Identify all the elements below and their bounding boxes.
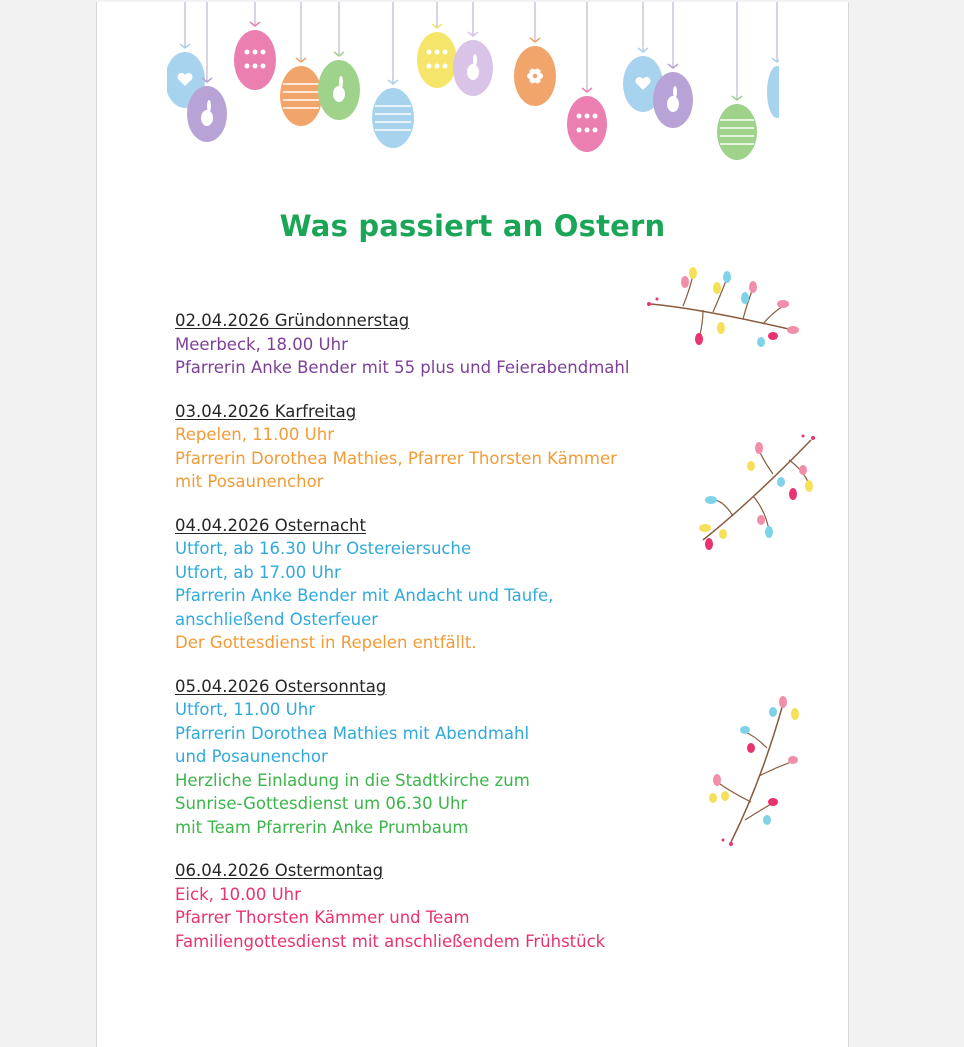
event-detail-line: anschließend Osterfeuer bbox=[175, 609, 379, 629]
document-page bbox=[96, 2, 849, 1047]
event-block bbox=[175, 400, 735, 494]
event-detail-line: mit Team Pfarrerin Anke Prumbaum bbox=[175, 817, 469, 837]
event-list bbox=[175, 309, 735, 973]
event-detail-line: Pfarrer Thorsten Kämmer und Team bbox=[175, 908, 470, 927]
event-detail-line: mit Posaunenchor bbox=[175, 472, 324, 491]
page-title: Was passiert an Ostern bbox=[279, 209, 666, 244]
event-detail-line: Utfort, 11.00 Uhr bbox=[175, 700, 315, 719]
event-block bbox=[175, 859, 735, 953]
event-detail-line: Pfarrerin Dorothea Mathies, Pfarrer Thorsten Kämmer bbox=[175, 448, 617, 468]
event-block bbox=[175, 514, 735, 655]
event-detail-line: Herzliche Einladung in die Stadtkirche zum bbox=[175, 770, 530, 790]
event-date-heading: 04.04.2026 Osternacht bbox=[175, 515, 366, 535]
event-detail-line: Pfarrerin Anke Bender mit 55 plus und Feierabendmahl bbox=[175, 358, 630, 377]
event-detail-line: Der Gottesdienst in Repelen entfällt. bbox=[175, 633, 477, 652]
event-date-heading: 03.04.2026 Karfreitag bbox=[175, 401, 357, 421]
event-date-heading: 05.04.2026 Ostersonntag bbox=[175, 676, 387, 696]
event-detail-line: Pfarrerin Dorothea Mathies mit Abendmahl bbox=[175, 723, 530, 743]
event-detail-line: Meerbeck, 18.00 Uhr bbox=[175, 334, 348, 354]
event-detail-line: Pfarrerin Anke Bender mit Andacht und Taufe, bbox=[175, 586, 554, 605]
event-block bbox=[175, 309, 735, 380]
easter-eggs-banner bbox=[167, 2, 779, 167]
event-detail-line: Utfort, ab 17.00 Uhr bbox=[175, 562, 341, 582]
event-date-heading: 02.04.2026 Gründonnerstag bbox=[175, 311, 410, 330]
event-detail-line: Familiengottesdienst mit anschließendem Frühstück bbox=[175, 931, 606, 951]
event-detail-line: und Posaunenchor bbox=[175, 747, 328, 766]
event-detail-line: Repelen, 11.00 Uhr bbox=[175, 425, 334, 444]
event-detail-line: Eick, 10.00 Uhr bbox=[175, 884, 301, 904]
event-date-heading: 06.04.2026 Ostermontag bbox=[175, 861, 384, 880]
event-block bbox=[175, 675, 735, 840]
event-detail-line: Utfort, ab 16.30 Uhr Ostereiersuche bbox=[175, 539, 472, 558]
event-detail-line: Sunrise-Gottesdienst um 06.30 Uhr bbox=[175, 794, 468, 813]
